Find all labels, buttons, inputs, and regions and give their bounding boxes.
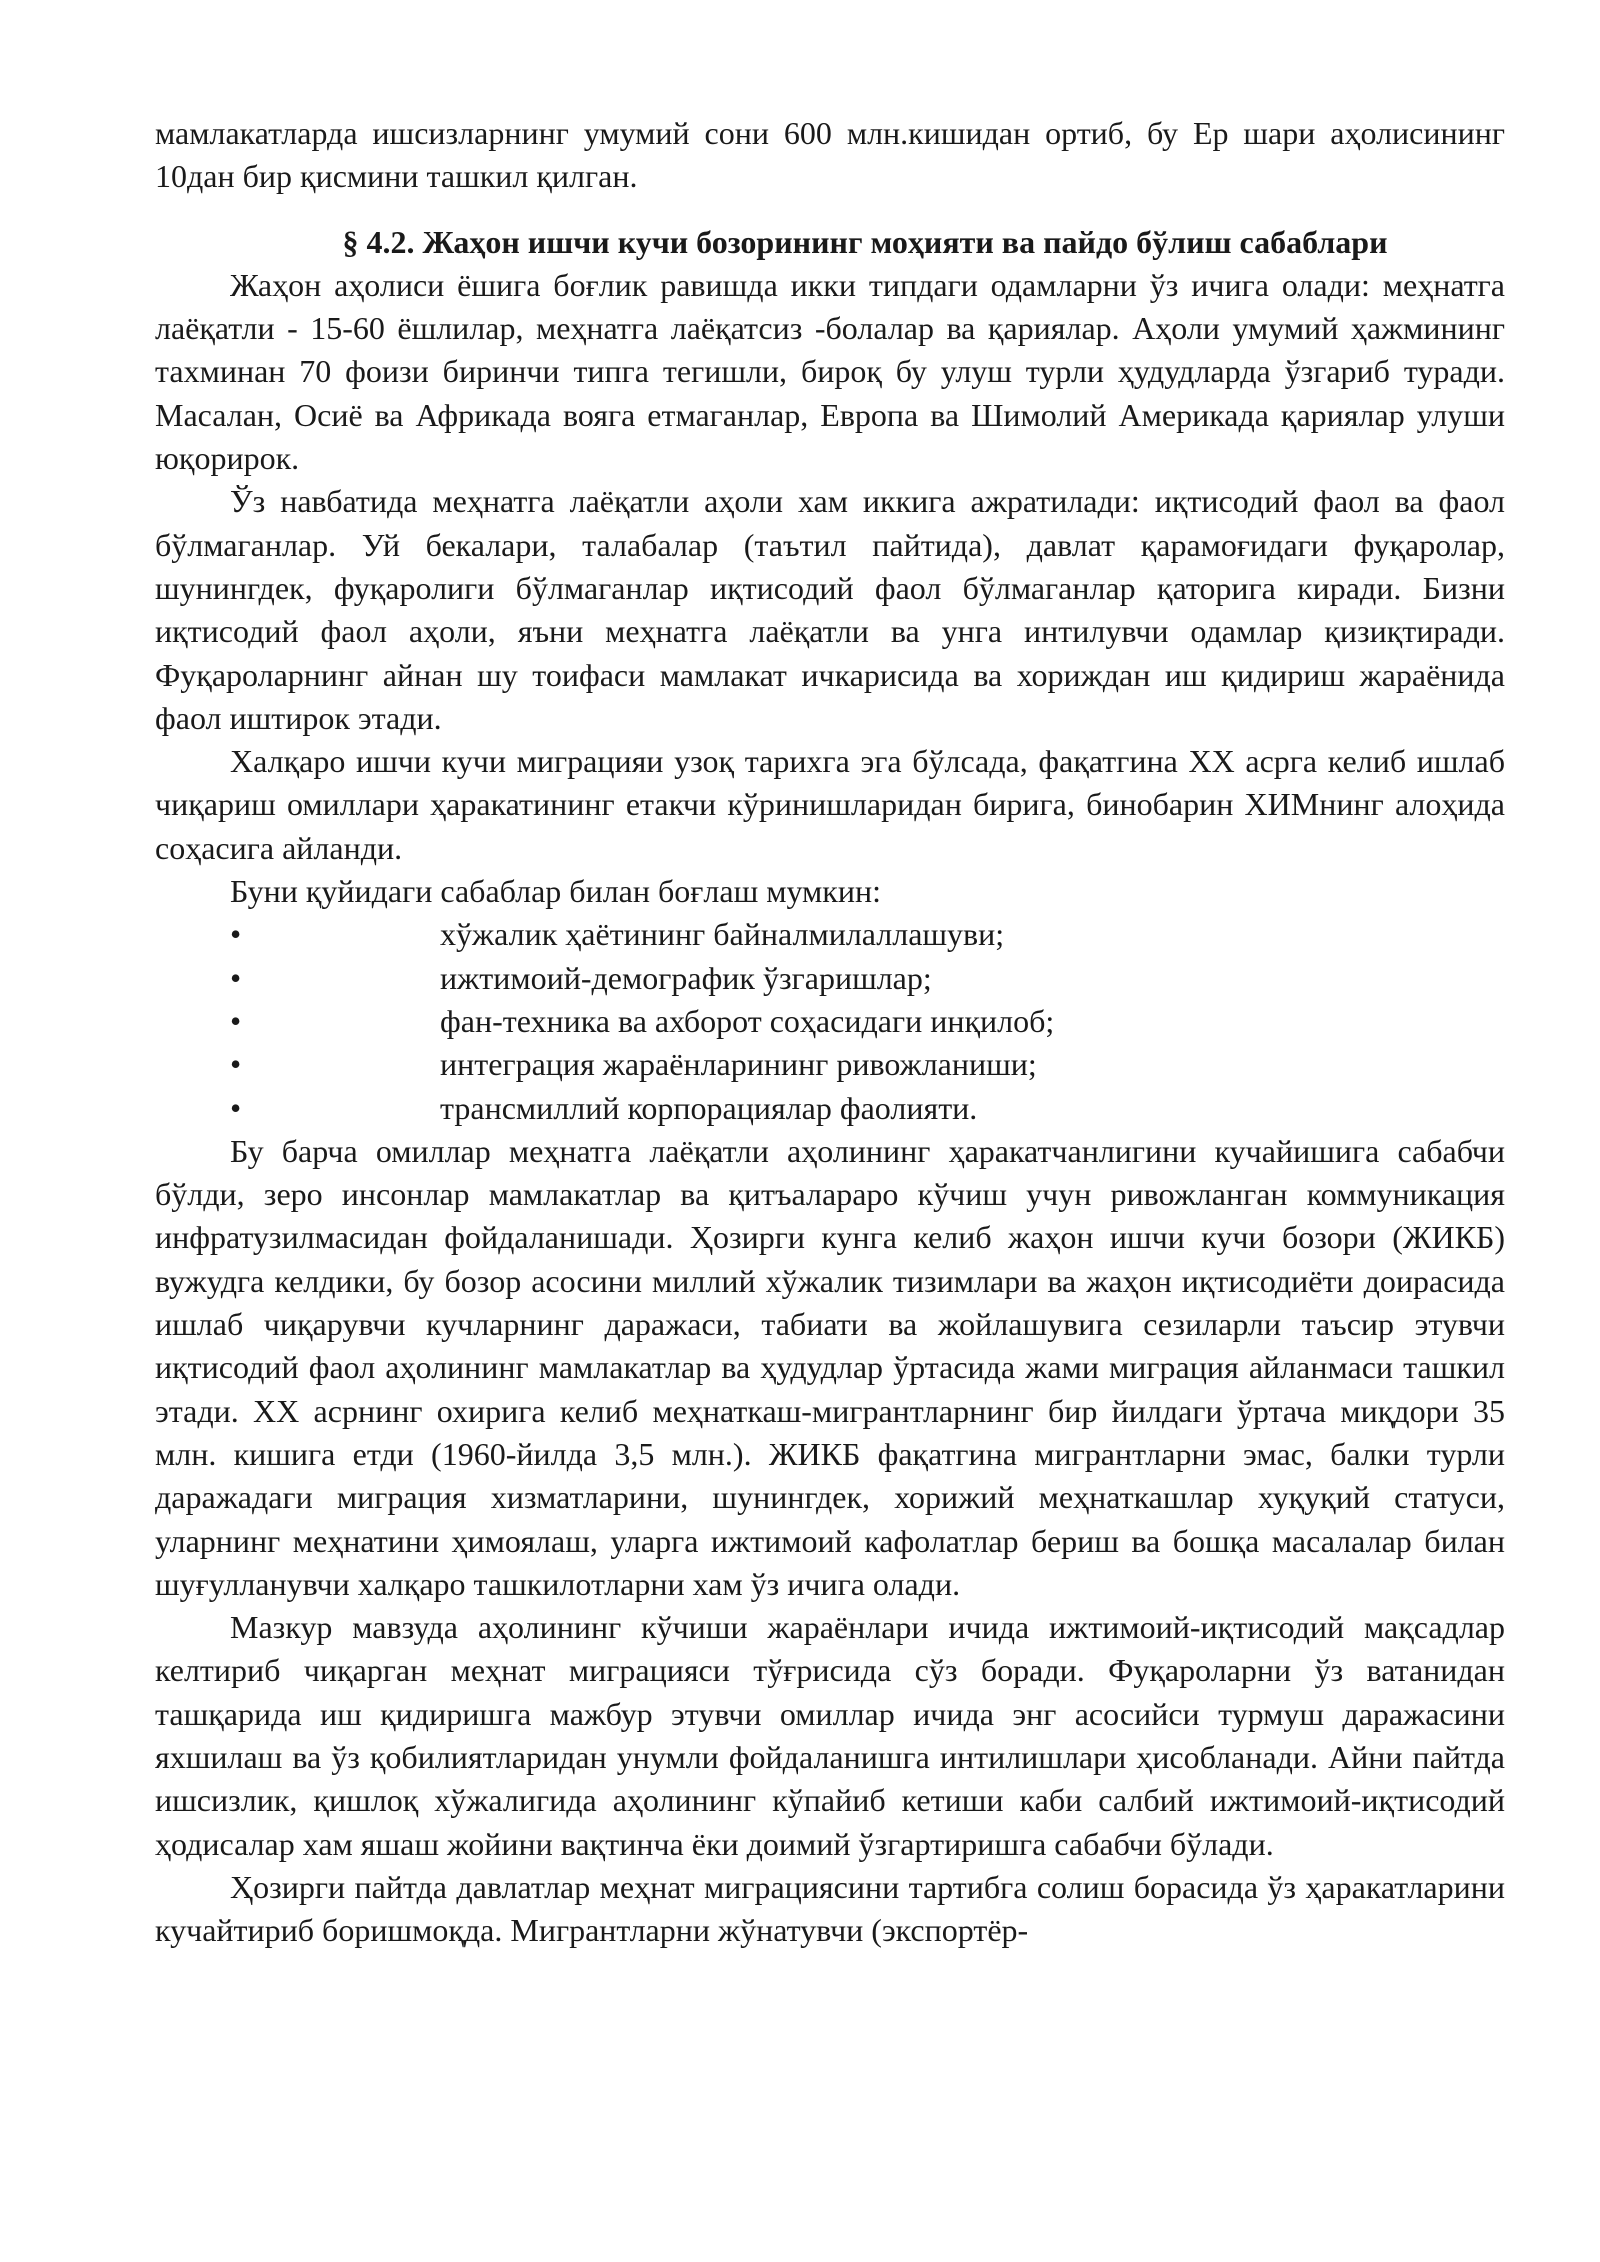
list-item-text: хўжалик ҳаётининг байналмилаллашуви; [440,916,1005,953]
bullet-icon: • [230,1002,242,1039]
list-item-text: интеграция жараёнларининг ривожланиши; [440,1046,1037,1083]
list-item-text: трансмиллий корпорациялар фаолияти. [440,1089,978,1126]
paragraph: Бу барча омиллар меҳнатга лаёқатли аҳолининг ҳаракатчанлигини кучайишига сабабчи бўлди, зеро инсонлар мамлакатлар ва қитъалараро кўчиш учун ривожланган коммуникация инфратузилмасидан фойдаланишади. Ҳозирги кунга келиб жаҳон ишчи кучи бозори (ЖИКБ) вужудга келдики, бу бозор асосини миллий хўжалик тизимлари ва жаҳон иқтисодиёти доирасида ишлаб чиқарувчи кучларнинг даражаси, табиати ва жойлашувига сезиларли таъсир этувчи иқтисодий фаол аҳолининг мамлакатлар ва ҳудудлар ўртасида жами миграция айланмаси ташкил этади. ХХ асрнинг охирига келиб меҳнаткаш-мигрантларнинг бир йилдаги ўртача миқдори 35 млн. кишига етди (1960-йилда 3,5 млн.). ЖИКБ фақатгина мигрантларни эмас, балки турли даражадаги миграция хизматларини, шунингдек, хорижий меҳнаткашлар хуқуқий статуси, уларнинг меҳнатини ҳимоялаш, уларга ижтимоий кафолатлар бериш ва бошқа масалалар билан шуғулланувчи халқаро ташкилотларни хам ўз ичига олади. [155,1132,1505,1602]
bullet-icon: • [230,959,242,996]
list-item [155,957,1505,1000]
bullet-icon: • [230,1089,242,1126]
paragraph: Жаҳон аҳолиси ёшига боғлик равишда икки типдаги одамларни ўз ичига олади: меҳнатга лаёқатли - 15-60 ёшлилар, меҳнатга лаёқатсиз -болалар ва қариялар. Аҳоли умумий ҳажмининг тахминан 70 фоизи биринчи типга тегишли, бироқ бу улуш турли ҳудудларда ўзгариб туради. Масалан, Осиё ва Африкада вояга етмаганлар, Европа ва Шимолий Америкада қариялар улуши юқорирок. [155,266,1505,477]
intro-paragraph: мамлакатларда ишсизларнинг умумий сони 600 млн.кишидан ортиб, бу Ер шари аҳолисининг 10дан бир қисмини ташкил қилган. [155,115,1505,195]
bullet-icon: • [230,916,242,953]
list-intro-paragraph: Буни қуйидаги сабаблар билан боғлаш мумкин: [230,873,881,910]
section-heading: § 4.2. Жаҳон ишчи кучи бозорининг моҳияти ва пайдо бўлиш сабаблари [342,223,1388,260]
list-item-text: фан-техника ва ахборот соҳасидаги инқилоб; [440,1002,1055,1039]
document-body [155,112,1505,1952]
paragraph: Халқаро ишчи кучи миграцияи узоқ тарихга эга бўлсада, фақатгина ХХ асрга келиб ишлаб чиқариш омиллари ҳаракатининг етакчи кўринишларидан бирига, бинобарин ХИМнинг алоҳида соҳасига айланди. [155,743,1505,866]
paragraph: Мазкур мавзуда аҳолининг кўчиши жараёнлари ичида ижтимоий-иқтисодий мақсадлар келтириб чиқарган меҳнат миграцияси тўғрисида сўз боради. Фуқароларни ўз ватанидан ташқарида иш қидиришга мажбур этувчи омиллар ичида энг асосийси турмуш даражасини яхшилаш ва ўз қобилиятларидан унумли фойдаланишга интилишлари ҳисобланади. Айни пайтда ишсизлик, қишлоқ хўжалигида аҳолининг кўпайиб кетиши каби салбий ижтимоий-иқтисодий ҳодисалар хам яшаш жойини вақтинча ёки доимий ўзгартиришга сабабчи бўлади. [155,1609,1505,1862]
list-item [155,1000,1505,1043]
paragraph: Ҳозирги пайтда давлатлар меҳнат миграциясини тартибга солиш борасида ўз ҳаракатларини кучайтириб боришмоқда. Мигрантларни жўнатувчи (экспортёр- [155,1868,1505,1949]
list-item [155,1087,1505,1130]
bullet-icon: • [230,1046,242,1083]
reasons-list [155,913,1505,1129]
list-item-text: ижтимоий-демографик ўзгаришлар; [440,959,932,996]
list-item [155,1043,1505,1086]
paragraph: Ўз навбатида меҳнатга лаёқатли аҳоли хам иккига ажратилади: иқтисодий фаол ва фаол бўлмаганлар. Уй бекалари, талабалар (таътил пайтида), давлат қарамоғидаги фуқаролар, шунингдек, фуқаролиги бўлмаганлар иқтисодий фаол бўлмаганлар қаторига киради. Бизни иқтисодий фаол аҳоли, яъни меҳнатга лаёқатли ва унга интилувчи одамлар қизиқтиради. Фуқароларнинг айнан шу тоифаси мамлакат ичкарисида ва хориждан иш қидириш жараёнида фаол иштирок этади. [155,483,1505,736]
list-item [155,913,1505,956]
